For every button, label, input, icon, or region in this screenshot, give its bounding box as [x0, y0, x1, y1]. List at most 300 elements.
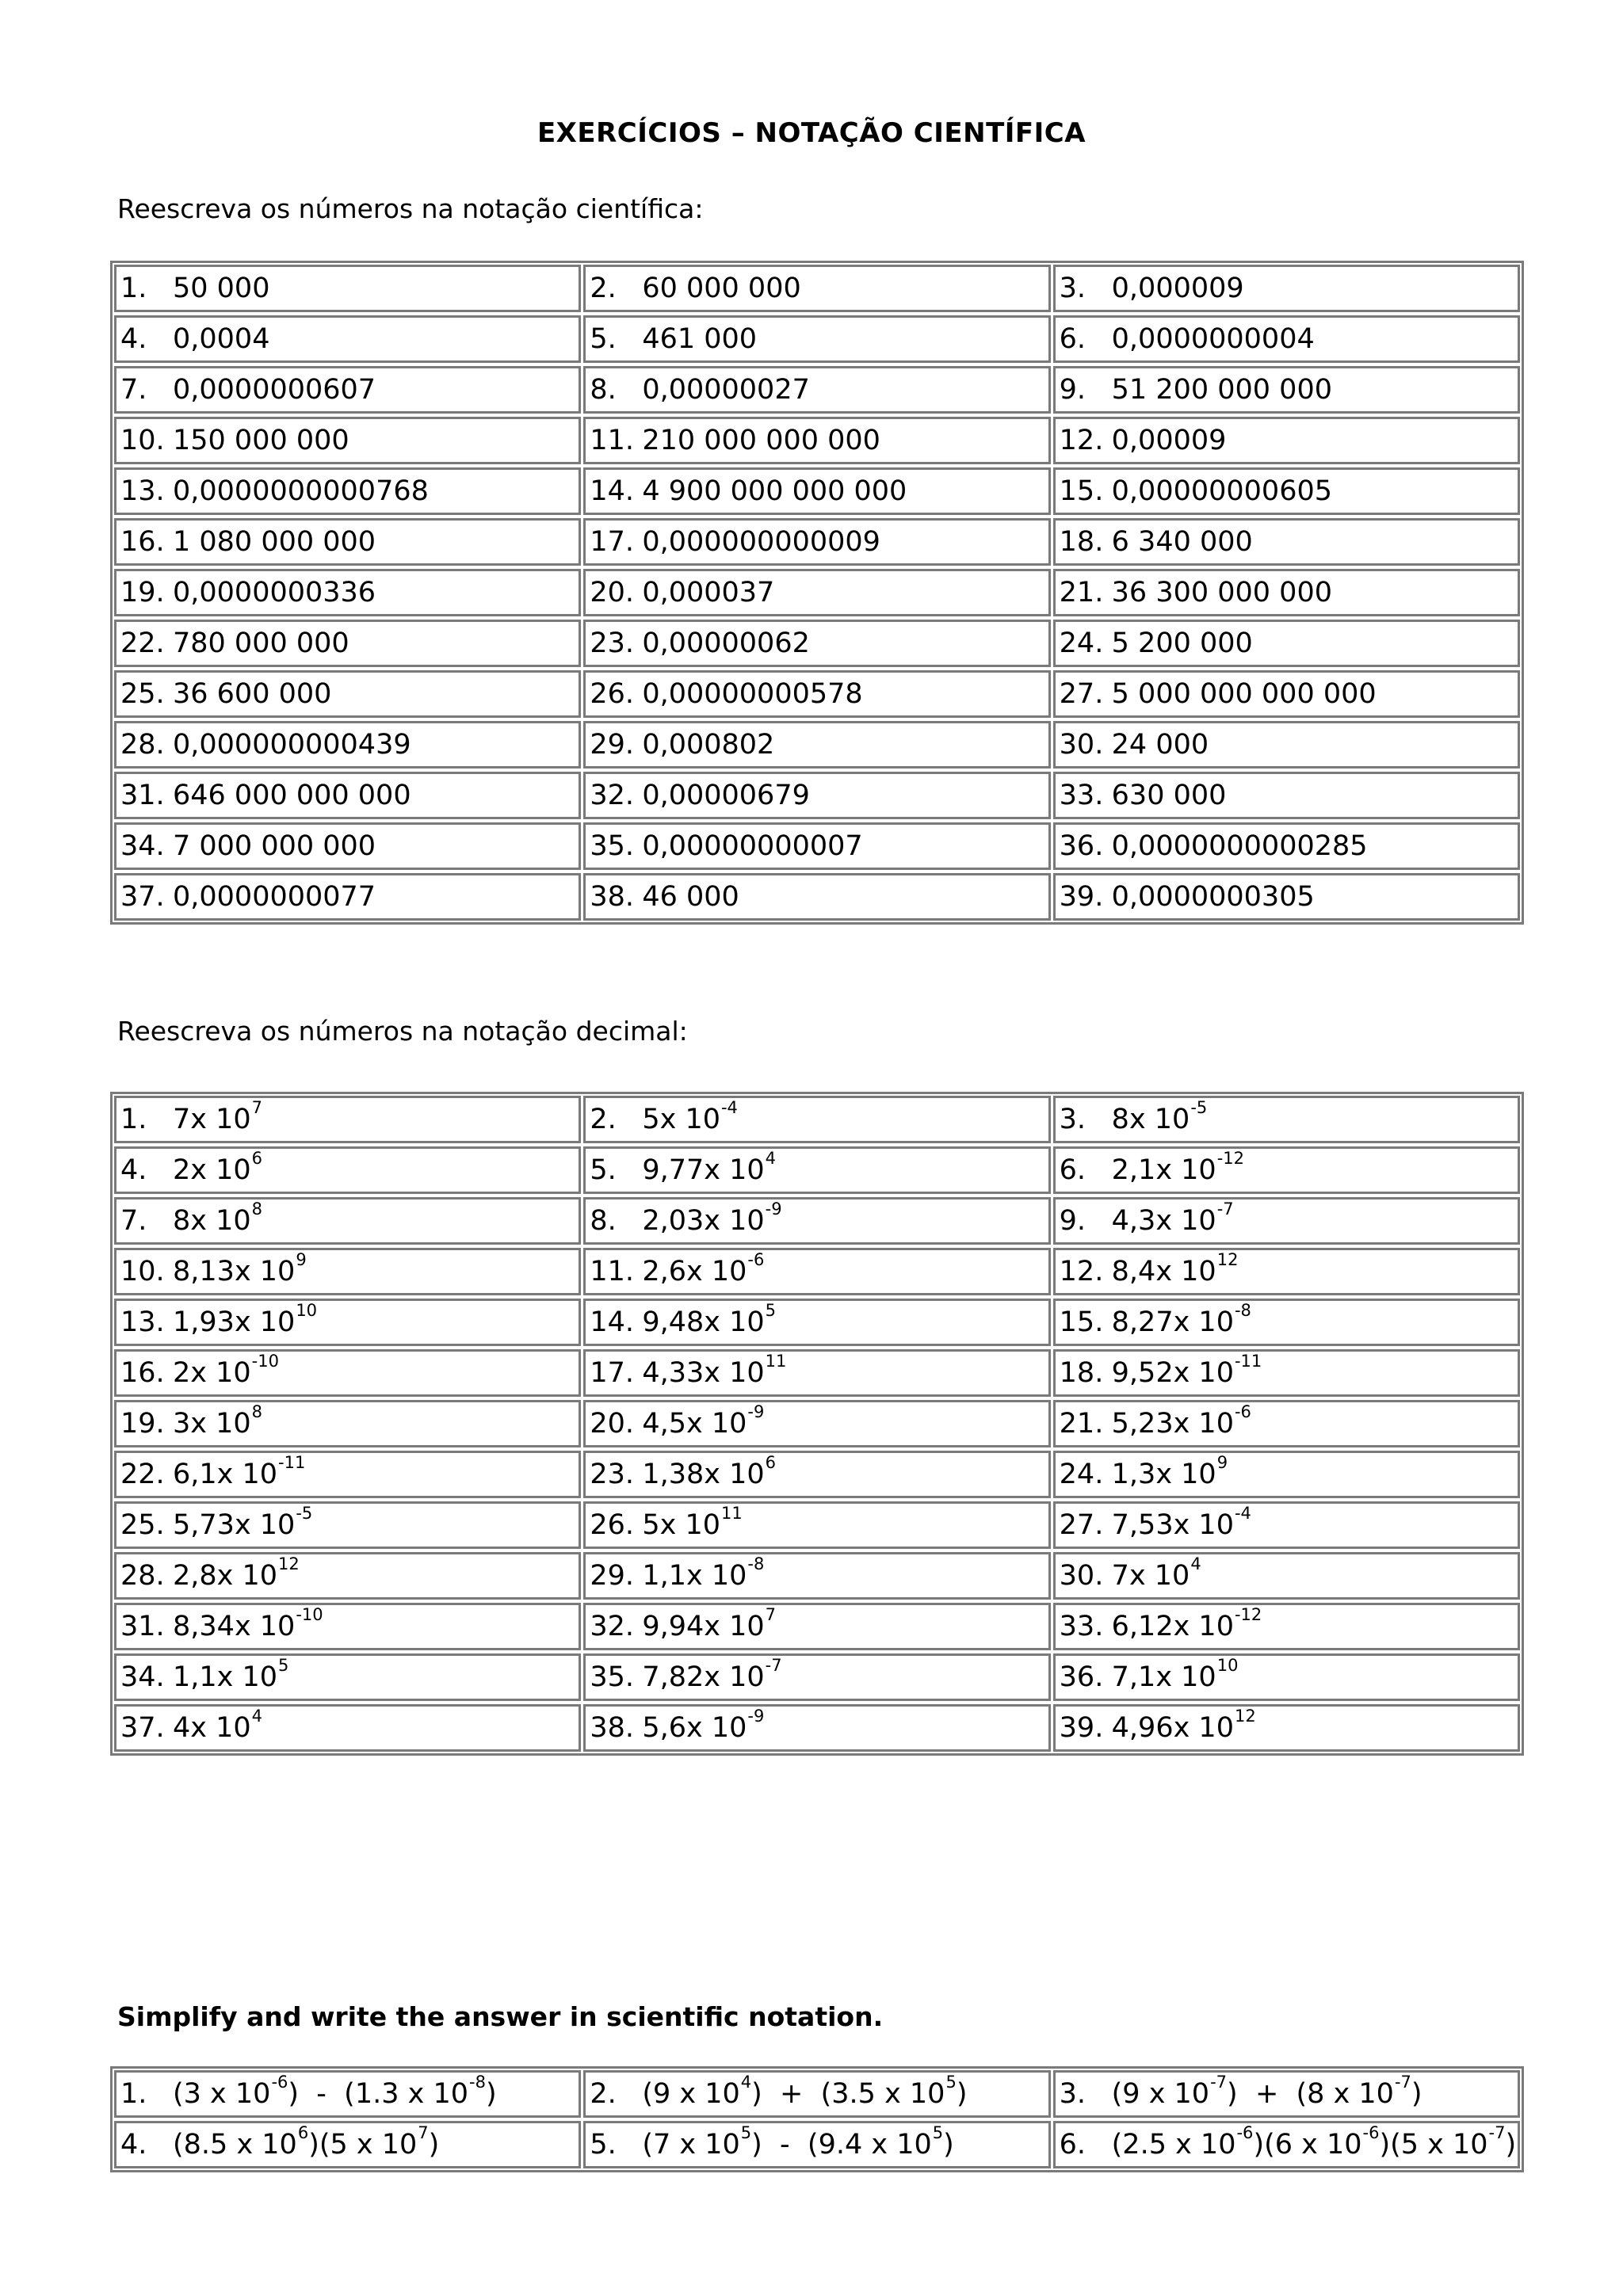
exercise-number: 22.: [120, 1459, 165, 1490]
exercise-value: 0,000009: [1111, 273, 1244, 304]
exercise-number: 16.: [120, 526, 165, 558]
exercise-cell: [1053, 1704, 1520, 1752]
exercise-mantissa: 5,73: [173, 1509, 235, 1541]
exercise-number: 8.: [590, 374, 617, 406]
exercise-value: 0,00000000578: [642, 678, 863, 710]
exercise-cell: [583, 1096, 1050, 1143]
exercise-value: 0,0000000607: [173, 374, 376, 406]
exercise-number: 8.: [590, 1205, 617, 1237]
exercise-number: 4.: [120, 2129, 147, 2161]
exercise-mantissa: 8,13: [173, 1256, 235, 1287]
exercise-number: 28.: [120, 1560, 165, 1592]
exercise-number: 11.: [590, 1256, 634, 1287]
exercise-value: 50 000: [173, 273, 270, 304]
exercise-cell: [114, 417, 581, 464]
times-ten-text: x 10: [686, 1256, 747, 1287]
exercise-number: 7.: [120, 1205, 147, 1237]
exercise-value: 646 000 000 000: [173, 780, 411, 811]
times-ten-text: x 10: [216, 1560, 278, 1592]
expression-text: (3 x 10: [173, 2078, 271, 2110]
exercise-cell: [114, 1552, 581, 1600]
exercise-mantissa: 4,5: [642, 1408, 686, 1440]
times-ten-text: x 10: [1173, 1611, 1234, 1642]
exercise-cell: [114, 721, 581, 769]
exercise-exponent: -12: [1216, 1149, 1245, 1168]
exercise-cell: [1053, 366, 1520, 414]
expression-exponent: -7: [1394, 2073, 1411, 2092]
instruction-simplify: Simplify and write the answer in scientific notation.: [117, 2001, 884, 2032]
exercise-number: 20.: [590, 577, 634, 608]
exercise-exponent: -5: [296, 1504, 313, 1523]
exercise-cell: [114, 366, 581, 414]
exercise-cell: [1053, 1197, 1520, 1245]
exercise-cell: [1053, 1603, 1520, 1650]
exercise-cell: [1053, 315, 1520, 363]
exercise-cell: [583, 822, 1050, 870]
exercise-cell: [583, 265, 1050, 312]
exercise-number: 28.: [120, 729, 165, 761]
exercise-number: 26.: [590, 678, 634, 710]
exercise-mantissa: 7,82: [642, 1661, 705, 1693]
exercise-value: 210 000 000 000: [642, 425, 880, 456]
exercise-mantissa: 1,1: [173, 1661, 217, 1693]
exercise-value: 0,000037: [642, 577, 775, 608]
exercise-cell: [583, 417, 1050, 464]
exercise-number: 38.: [590, 1712, 634, 1744]
exercise-number: 16.: [120, 1357, 165, 1389]
exercise-number: 15.: [1059, 475, 1104, 507]
exercise-exponent: 7: [765, 1605, 777, 1624]
exercise-number: 36.: [1059, 1661, 1104, 1693]
expression-exponent: 5: [932, 2123, 944, 2142]
exercise-cell: [583, 620, 1050, 667]
exercise-value: 0,0000000000768: [173, 475, 429, 507]
exercise-value: 0,000000000009: [642, 526, 880, 558]
times-ten-text: x 10: [190, 1408, 251, 1440]
exercise-number: 23.: [590, 627, 634, 659]
exercise-cell: [583, 670, 1050, 718]
exercise-mantissa: 5: [642, 1509, 660, 1541]
expression-exponent: -7: [1488, 2123, 1506, 2142]
exercise-cell: [114, 1197, 581, 1245]
exercise-mantissa: 5: [642, 1104, 660, 1135]
exercise-mantissa: 2: [173, 1154, 191, 1186]
exercise-cell: [114, 1349, 581, 1397]
exercise-number: 29.: [590, 1560, 634, 1592]
exercise-cell: [114, 1248, 581, 1295]
expression-text: ): [428, 2129, 440, 2161]
exercise-number: 6.: [1059, 323, 1086, 355]
expression-exponent: 5: [740, 2123, 752, 2142]
exercise-value: 7 000 000 000: [173, 830, 376, 862]
exercise-cell: [114, 1704, 581, 1752]
exercise-number: 1.: [120, 273, 147, 304]
exercise-number: 5.: [590, 2129, 617, 2161]
times-ten-text: x 10: [1128, 1560, 1190, 1592]
times-ten-text: x 10: [704, 1611, 765, 1642]
exercise-cell: [583, 1552, 1050, 1600]
exercise-exponent: 11: [720, 1504, 743, 1523]
exercise-number: 3.: [1059, 1104, 1086, 1135]
exercise-cell: [114, 772, 581, 819]
exercise-value: 0,0000000004: [1111, 323, 1315, 355]
exercise-value: 0,00000062: [642, 627, 810, 659]
exercise-cell: [1053, 1552, 1520, 1600]
exercise-cell: [1053, 417, 1520, 464]
exercise-exponent: -4: [720, 1098, 738, 1117]
exercise-cell: [1053, 467, 1520, 515]
exercise-number: 32.: [590, 780, 634, 811]
exercise-cell: [114, 873, 581, 921]
expression-text: (9 x 10: [642, 2078, 740, 2110]
exercise-mantissa: 4,96: [1111, 1712, 1174, 1744]
exercise-exponent: -10: [296, 1605, 323, 1624]
times-ten-text: x 10: [1173, 1712, 1234, 1744]
exercise-mantissa: 8: [173, 1205, 191, 1237]
exercise-number: 26.: [590, 1509, 634, 1541]
exercise-cell: [114, 620, 581, 667]
exercise-number: 4.: [120, 1154, 147, 1186]
exercise-number: 36.: [1059, 830, 1104, 862]
exercise-number: 33.: [1059, 780, 1104, 811]
exercise-number: 2.: [590, 1104, 617, 1135]
expression-text: (9 x 10: [1111, 2078, 1210, 2110]
exercise-number: 35.: [590, 1661, 634, 1693]
exercise-number: 27.: [1059, 1509, 1104, 1541]
exercise-number: 13.: [120, 1306, 165, 1338]
exercise-number: 6.: [1059, 2129, 1086, 2161]
exercise-value: 0,0000000336: [173, 577, 376, 608]
exercise-mantissa: 8,34: [173, 1611, 235, 1642]
times-ten-text: x 10: [190, 1154, 251, 1186]
exercise-cell: [1053, 518, 1520, 566]
exercise-cell: [583, 569, 1050, 616]
exercise-cell: [1053, 2070, 1520, 2118]
expression-text: )(5 x 10: [308, 2129, 418, 2161]
exercise-exponent: -11: [1234, 1352, 1262, 1371]
exercise-value: 0,0000000305: [1111, 881, 1315, 913]
exercise-exponent: -5: [1190, 1098, 1208, 1117]
exercise-number: 18.: [1059, 1357, 1104, 1389]
expression-exponent: -7: [1210, 2073, 1228, 2092]
expression-text: ): [943, 2129, 954, 2161]
exercise-mantissa: 8: [1111, 1104, 1129, 1135]
exercise-number: 39.: [1059, 881, 1104, 913]
exercise-cell: [114, 265, 581, 312]
expression-exponent: 4: [740, 2073, 752, 2092]
exercise-exponent: -12: [1234, 1605, 1262, 1624]
exercise-exponent: -6: [1234, 1402, 1251, 1421]
exercise-mantissa: 4,3: [1111, 1205, 1156, 1237]
exercise-number: 24.: [1059, 1459, 1104, 1490]
exercise-exponent: 7: [251, 1098, 263, 1117]
exercise-number: 2.: [590, 2078, 617, 2110]
exercise-cell: [1053, 822, 1520, 870]
exercise-exponent: 6: [765, 1453, 777, 1472]
exercise-cell: [583, 467, 1050, 515]
exercise-cell: [114, 1603, 581, 1650]
expression-text: ) + (3.5 x 10: [751, 2078, 945, 2110]
expression-text: ) + (8 x 10: [1227, 2078, 1394, 2110]
expression-exponent: -6: [271, 2073, 288, 2092]
exercise-cell: [114, 822, 581, 870]
times-ten-text: x 10: [1155, 1256, 1216, 1287]
exercise-cell: [1053, 873, 1520, 921]
exercise-mantissa: 2,8: [173, 1560, 217, 1592]
exercise-exponent: -10: [251, 1352, 279, 1371]
times-ten-text: x 10: [686, 1408, 747, 1440]
exercise-exponent: -9: [747, 1707, 765, 1726]
exercise-number: 37.: [120, 881, 165, 913]
exercise-number: 4.: [120, 323, 147, 355]
exercise-cell: [1053, 670, 1520, 718]
exercise-number: 3.: [1059, 273, 1086, 304]
exercise-mantissa: 2,03: [642, 1205, 705, 1237]
exercise-number: 17.: [590, 526, 634, 558]
exercise-exponent: -6: [747, 1250, 765, 1269]
exercise-value: 36 600 000: [173, 678, 332, 710]
exercise-cell: [114, 2121, 581, 2168]
exercise-exponent: 9: [1216, 1453, 1228, 1472]
exercise-exponent: -9: [747, 1402, 765, 1421]
expression-exponent: 6: [297, 2123, 309, 2142]
expression-exponent: 5: [945, 2073, 957, 2092]
times-ten-text: x 10: [1173, 1408, 1234, 1440]
times-ten-text: x 10: [704, 1661, 765, 1693]
exercise-cell: [583, 1501, 1050, 1549]
exercise-number: 25.: [120, 1509, 165, 1541]
exercise-grid-decimal: [110, 1092, 1524, 1756]
exercise-number: 5.: [590, 1154, 617, 1186]
times-ten-text: x 10: [704, 1459, 765, 1490]
expression-exponent: -8: [469, 2073, 486, 2092]
exercise-number: 22.: [120, 627, 165, 659]
times-ten-text: x 10: [1173, 1306, 1234, 1338]
exercise-value: 5 200 000: [1111, 627, 1253, 659]
exercise-mantissa: 9,52: [1111, 1357, 1174, 1389]
exercise-exponent: 8: [251, 1402, 263, 1421]
expression-text: ) - (9.4 x 10: [751, 2129, 932, 2161]
exercise-mantissa: 1,3: [1111, 1459, 1156, 1490]
times-ten-text: x 10: [234, 1611, 296, 1642]
exercise-mantissa: 6,12: [1111, 1611, 1174, 1642]
exercise-value: 0,00000000605: [1111, 475, 1332, 507]
exercise-mantissa: 5,23: [1111, 1408, 1174, 1440]
page-title: EXERCÍCIOS – NOTAÇÃO CIENTÍFICA: [537, 117, 1086, 149]
exercise-cell: [583, 366, 1050, 414]
expression-exponent: -6: [1236, 2123, 1254, 2142]
exercise-mantissa: 7,53: [1111, 1509, 1174, 1541]
exercise-value: 0,000000000439: [173, 729, 411, 761]
exercise-cell: [583, 1248, 1050, 1295]
exercise-value: 36 300 000 000: [1111, 577, 1332, 608]
exercise-value: 0,00000679: [642, 780, 810, 811]
exercise-cell: [114, 1096, 581, 1143]
exercise-number: 9.: [1059, 374, 1086, 406]
exercise-cell: [1053, 265, 1520, 312]
times-ten-text: x 10: [1173, 1357, 1234, 1389]
expression-text: (8.5 x 10: [173, 2129, 297, 2161]
exercise-mantissa: 5,6: [642, 1712, 686, 1744]
exercise-exponent: 10: [1216, 1656, 1239, 1675]
exercise-value: 0,000802: [642, 729, 775, 761]
expression-text: )(5 x 10: [1379, 2129, 1488, 2161]
exercise-cell: [1053, 1451, 1520, 1498]
exercise-cell: [114, 2070, 581, 2118]
exercise-value: 51 200 000 000: [1111, 374, 1332, 406]
times-ten-text: x 10: [659, 1509, 720, 1541]
expression-text: ): [485, 2078, 497, 2110]
exercise-exponent: -7: [765, 1656, 782, 1675]
exercise-mantissa: 8,4: [1111, 1256, 1156, 1287]
exercise-number: 35.: [590, 830, 634, 862]
exercise-value: 0,00000000007: [642, 830, 863, 862]
instruction-scientific: Reescreva os números na notação científica:: [117, 193, 704, 224]
expression-text: (7 x 10: [642, 2129, 740, 2161]
exercise-cell: [583, 721, 1050, 769]
exercise-exponent: -8: [1234, 1301, 1251, 1320]
exercise-mantissa: 1,93: [173, 1306, 235, 1338]
exercise-cell: [583, 1349, 1050, 1397]
exercise-number: 17.: [590, 1357, 634, 1389]
exercise-number: 11.: [590, 425, 634, 456]
exercise-number: 14.: [590, 475, 634, 507]
exercise-number: 1.: [120, 1104, 147, 1135]
exercise-cell: [583, 518, 1050, 566]
exercise-value: 60 000 000: [642, 273, 801, 304]
exercise-cell: [583, 1603, 1050, 1650]
exercise-cell: [583, 1146, 1050, 1194]
exercise-cell: [114, 670, 581, 718]
exercise-value: 5 000 000 000 000: [1111, 678, 1377, 710]
exercise-exponent: 12: [1216, 1250, 1239, 1269]
exercise-number: 37.: [120, 1712, 165, 1744]
times-ten-text: x 10: [234, 1509, 296, 1541]
exercise-cell: [114, 467, 581, 515]
exercise-cell: [114, 1299, 581, 1346]
exercise-mantissa: 7: [1111, 1560, 1129, 1592]
exercise-mantissa: 3: [173, 1408, 191, 1440]
exercise-grid-simplify: [110, 2066, 1524, 2172]
times-ten-text: x 10: [1155, 1661, 1216, 1693]
exercise-number: 34.: [120, 1661, 165, 1693]
exercise-cell: [1053, 2121, 1520, 2168]
exercise-value: 1 080 000 000: [173, 526, 376, 558]
exercise-exponent: 12: [278, 1554, 300, 1573]
times-ten-text: x 10: [190, 1357, 251, 1389]
exercise-number: 6.: [1059, 1154, 1086, 1186]
exercise-cell: [583, 1197, 1050, 1245]
exercise-value: 46 000: [642, 881, 739, 913]
exercise-number: 39.: [1059, 1712, 1104, 1744]
exercise-number: 27.: [1059, 678, 1104, 710]
exercise-cell: [114, 1146, 581, 1194]
exercise-exponent: 4: [251, 1707, 263, 1726]
exercise-number: 12.: [1059, 425, 1104, 456]
exercise-exponent: 12: [1234, 1707, 1256, 1726]
times-ten-text: x 10: [704, 1357, 765, 1389]
exercise-number: 29.: [590, 729, 634, 761]
expression-text: ): [1411, 2078, 1423, 2110]
exercise-exponent: -11: [278, 1453, 306, 1472]
exercise-cell: [114, 1400, 581, 1447]
exercise-cell: [114, 1653, 581, 1701]
expression-exponent: 7: [418, 2123, 429, 2142]
times-ten-text: x 10: [659, 1104, 720, 1135]
exercise-exponent: 5: [278, 1656, 289, 1675]
exercise-cell: [583, 1653, 1050, 1701]
exercise-value: 0,0000000077: [173, 881, 376, 913]
expression-text: ): [1505, 2129, 1517, 2161]
exercise-cell: [1053, 1400, 1520, 1447]
instruction-decimal: Reescreva os números na notação decimal:: [117, 1016, 688, 1047]
exercise-cell: [1053, 772, 1520, 819]
exercise-exponent: 6: [251, 1149, 263, 1168]
exercise-cell: [1053, 1349, 1520, 1397]
exercise-cell: [1053, 1096, 1520, 1143]
exercise-mantissa: 9,94: [642, 1611, 705, 1642]
times-ten-text: x 10: [1155, 1459, 1216, 1490]
exercise-cell: [114, 1501, 581, 1549]
exercise-number: 25.: [120, 678, 165, 710]
expression-exponent: -6: [1362, 2123, 1380, 2142]
exercise-cell: [583, 873, 1050, 921]
exercise-cell: [583, 1400, 1050, 1447]
exercise-number: 15.: [1059, 1306, 1104, 1338]
expression-text: (2.5 x 10: [1111, 2129, 1236, 2161]
expression-text: )(6 x 10: [1253, 2129, 1362, 2161]
exercise-number: 30.: [1059, 729, 1104, 761]
exercise-number: 1.: [120, 2078, 147, 2110]
exercise-cell: [1053, 1146, 1520, 1194]
times-ten-text: x 10: [704, 1205, 765, 1237]
exercise-mantissa: 4: [173, 1712, 191, 1744]
exercise-exponent: 4: [765, 1149, 777, 1168]
exercise-mantissa: 2,1: [1111, 1154, 1156, 1186]
times-ten-text: x 10: [1173, 1509, 1234, 1541]
exercise-number: 21.: [1059, 1408, 1104, 1440]
exercise-value: 0,00000027: [642, 374, 810, 406]
times-ten-text: x 10: [190, 1712, 251, 1744]
exercise-mantissa: 2,6: [642, 1256, 686, 1287]
exercise-cell: [1053, 1299, 1520, 1346]
exercise-exponent: 11: [765, 1352, 787, 1371]
exercise-exponent: -4: [1234, 1504, 1251, 1523]
exercise-exponent: 10: [296, 1301, 318, 1320]
exercise-number: 34.: [120, 830, 165, 862]
exercise-exponent: -9: [765, 1199, 782, 1219]
times-ten-text: x 10: [1155, 1205, 1216, 1237]
exercise-exponent: 9: [296, 1250, 307, 1269]
exercise-value: 150 000 000: [173, 425, 349, 456]
exercise-exponent: -8: [747, 1554, 765, 1573]
exercise-cell: [583, 2070, 1050, 2118]
expression-text: ): [956, 2078, 968, 2110]
exercise-number: 31.: [120, 780, 165, 811]
times-ten-text: x 10: [704, 1154, 765, 1186]
exercise-mantissa: 2: [173, 1357, 191, 1389]
exercise-number: 10.: [120, 425, 165, 456]
exercise-cell: [1053, 1501, 1520, 1549]
times-ten-text: x 10: [234, 1256, 296, 1287]
exercise-cell: [114, 518, 581, 566]
exercise-number: 19.: [120, 1408, 165, 1440]
exercise-number: 18.: [1059, 526, 1104, 558]
times-ten-text: x 10: [234, 1306, 296, 1338]
exercise-number: 38.: [590, 881, 634, 913]
exercise-cell: [583, 315, 1050, 363]
exercise-number: 12.: [1059, 1256, 1104, 1287]
